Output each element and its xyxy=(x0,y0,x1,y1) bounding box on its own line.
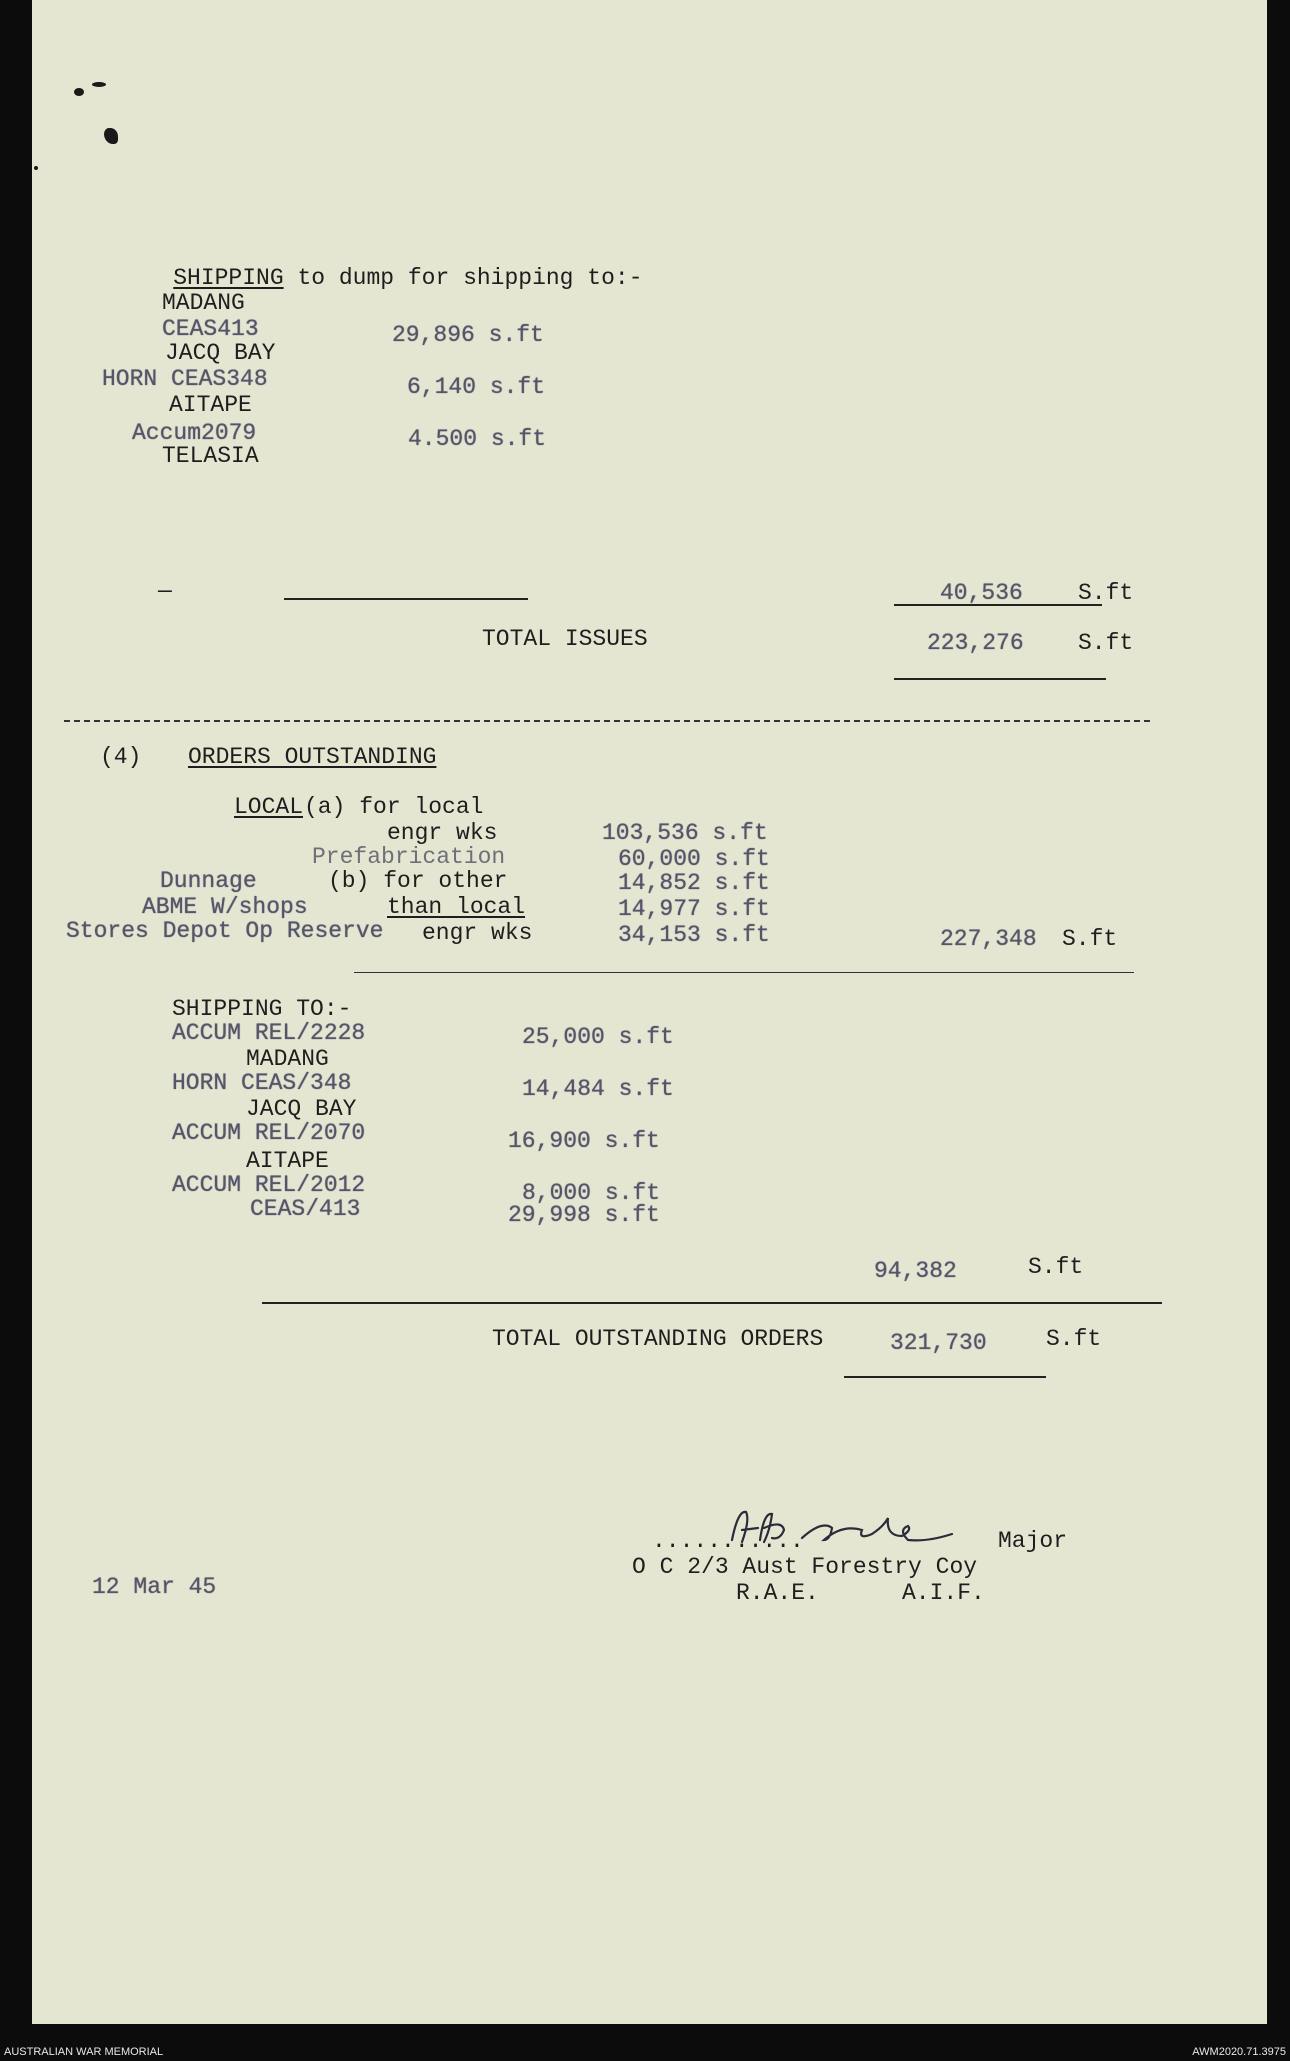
signature-rank: Major xyxy=(998,1528,1068,1554)
signature-corps-left: R.A.E. xyxy=(736,1580,819,1606)
total-issues-value: 223,276 xyxy=(927,630,1024,656)
punch-mark xyxy=(34,166,38,170)
footer-left: AUSTRALIAN WAR MEMORIAL xyxy=(4,2046,164,2058)
shipping-subtotal-unit: S.ft xyxy=(1078,580,1134,606)
shipping-destination: AITAPE xyxy=(169,392,252,418)
document-date: 12 Mar 45 xyxy=(92,1574,217,1600)
shipping-destination: MADANG xyxy=(162,290,245,316)
local-line-middle: than local xyxy=(387,894,526,920)
shipping-quantity: 6,140 s.ft xyxy=(407,374,546,400)
shipping-heading-underlined: SHIPPING xyxy=(173,265,284,291)
punch-mark xyxy=(92,82,106,87)
orders-shipping-quantity: 16,900 s.ft xyxy=(508,1128,660,1154)
local-line-value: 103,536 s.ft xyxy=(602,820,768,846)
local-line-value: 60,000 s.ft xyxy=(618,846,770,872)
local-line-middle: (b) for other xyxy=(328,868,508,894)
local-total: 227,348 xyxy=(940,926,1037,952)
local-line-value: 34,153 s.ft xyxy=(618,922,770,948)
grand-total-rule-bottom xyxy=(844,1376,1046,1378)
signature-corps-right: A.I.F. xyxy=(902,1580,985,1606)
total-issues-label: TOTAL ISSUES xyxy=(482,626,648,652)
orders-shipping-reference: HORN CEAS/348 xyxy=(172,1070,352,1096)
grand-total-unit: S.ft xyxy=(1046,1326,1102,1352)
shipping-to-total: 94,382 xyxy=(874,1258,957,1284)
shipping-to-total-unit: S.ft xyxy=(1028,1254,1084,1280)
orders-shipping-reference: ACCUM REL/2228 xyxy=(172,1020,366,1046)
signature-dots: ........... xyxy=(652,1528,804,1554)
orders-shipping-quantity: 29,998 s.ft xyxy=(508,1202,660,1228)
shipping-subtotal: 40,536 xyxy=(940,580,1023,606)
local-line-middle: engr wks xyxy=(422,920,533,946)
local-line-left: ABME W/shops xyxy=(142,894,308,920)
orders-shipping-destination: AITAPE xyxy=(246,1148,329,1174)
orders-shipping-destination: JACQ BAY xyxy=(246,1096,357,1122)
orders-shipping-quantity: 25,000 s.ft xyxy=(522,1024,674,1050)
shipping-dash: — xyxy=(158,578,172,604)
orders-number: (4) xyxy=(100,744,142,770)
orders-heading: ORDERS OUTSTANDING xyxy=(188,744,437,770)
orders-shipping-reference: ACCUM REL/2070 xyxy=(172,1120,366,1146)
local-line-left: Prefabrication xyxy=(312,844,506,870)
local-rule xyxy=(354,972,1134,973)
orders-shipping-reference: CEAS/413 xyxy=(250,1196,361,1222)
shipping-destination: TELASIA xyxy=(162,443,259,469)
local-line-middle: engr wks xyxy=(387,820,498,846)
local-line-value: 14,852 s.ft xyxy=(618,870,770,896)
shipping-reference: CEAS413 xyxy=(162,316,259,342)
shipping-rule-left xyxy=(284,598,528,600)
total-issues-unit: S.ft xyxy=(1078,630,1134,656)
shipping-reference: Accum2079 xyxy=(132,420,257,446)
punch-mark xyxy=(104,128,118,144)
total-issues-rule xyxy=(894,678,1106,680)
orders-shipping-label: SHIPPING TO:- xyxy=(172,996,352,1022)
local-line-left: Stores Depot Op Reserve xyxy=(66,918,384,944)
orders-shipping-reference: ACCUM REL/2012 xyxy=(172,1172,366,1198)
shipping-quantity: 29,896 s.ft xyxy=(392,322,544,348)
grand-total-value: 321,730 xyxy=(890,1330,987,1356)
shipping-quantity: 4.500 s.ft xyxy=(408,426,547,452)
grand-total-label: TOTAL OUTSTANDING ORDERS xyxy=(492,1326,824,1352)
section-divider xyxy=(64,720,1150,722)
punch-mark xyxy=(74,88,84,96)
document-page xyxy=(32,0,1267,2024)
local-total-unit: S.ft xyxy=(1062,926,1118,952)
footer-right: AWM2020.71.3975 xyxy=(1192,2046,1286,2058)
shipping-destination: JACQ BAY xyxy=(165,340,276,366)
local-line-middle: (a) for local xyxy=(304,794,484,820)
local-label: LOCAL xyxy=(234,794,304,820)
local-line-value: 14,977 s.ft xyxy=(618,896,770,922)
grand-total-rule-top xyxy=(262,1302,1162,1304)
local-line-left: Dunnage xyxy=(160,868,257,894)
orders-shipping-quantity: 8,000 s.ft xyxy=(522,1180,661,1206)
shipping-reference: HORN CEAS348 xyxy=(102,366,268,392)
signature-unit: O C 2/3 Aust Forestry Coy xyxy=(632,1554,978,1580)
orders-shipping-destination: MADANG xyxy=(246,1046,329,1072)
shipping-heading-rest: to dump for shipping to:- xyxy=(283,265,643,291)
orders-shipping-quantity: 14,484 s.ft xyxy=(522,1076,674,1102)
